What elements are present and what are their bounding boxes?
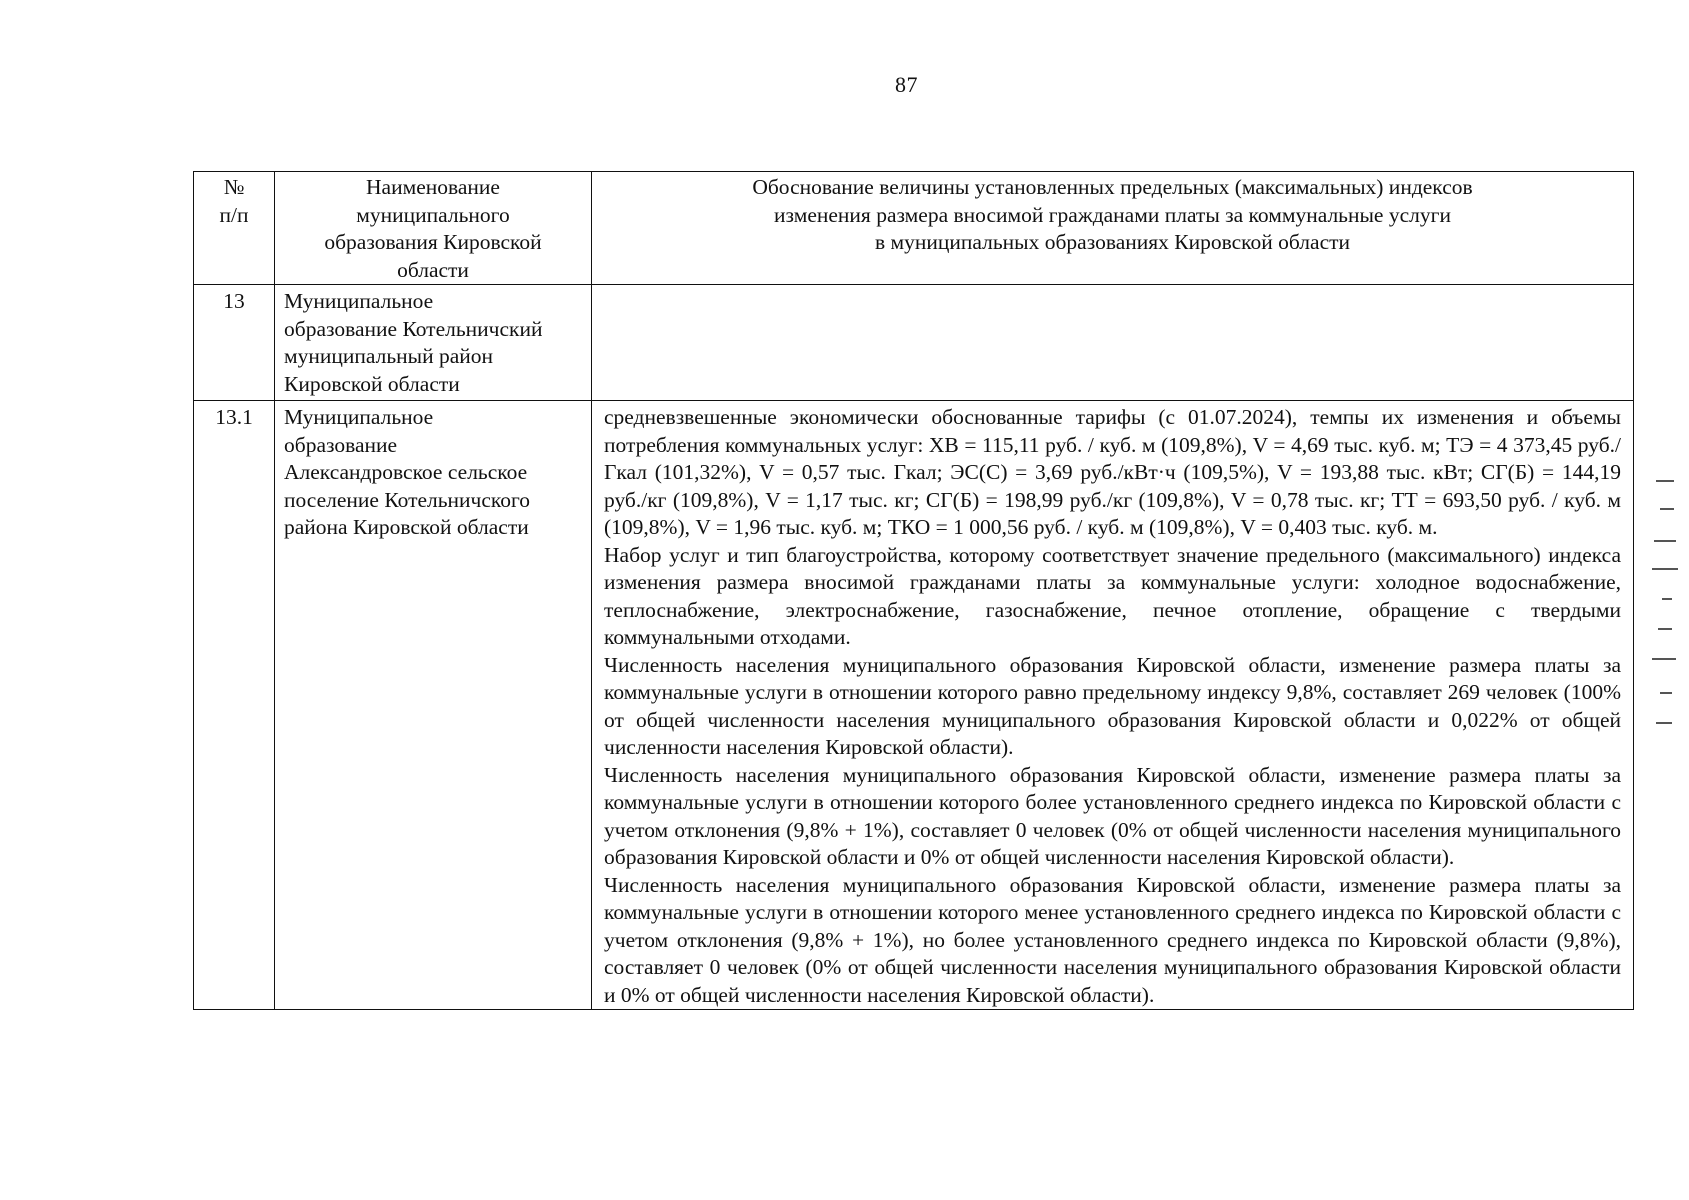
justification-cell <box>592 285 1634 401</box>
page-number: 87 <box>895 72 918 97</box>
justification-paragraph: Численность населения муниципального образования Кировской области, изменение размера платы за коммунальные услуги в отношении которого равно предельному индексу 9,8%, составляет 269 человек (100% от общей численности населения муниципального образования Кировской области и 0,022% от общей численности населения Кировской области). <box>604 652 1621 759</box>
justification-paragraph: Набор услуг и тип благоустройства, которому соответствует значение предельного (максимального) индекса изменения размера вносимой гражданами платы за коммунальные услуги: холодное водоснабжение, теплоснабжение, электроснабжение, газоснабжение, печное отопление, обращение с твердыми коммунальными отходами. <box>604 542 1621 649</box>
justification-paragraph: средневзвешенные экономически обоснованные тарифы (с 01.07.2024), темпы их изменения и объемы потребления коммунальных услуг: ХВ = 115,11 руб. / куб. м (109,8%), V = 4,69 тыс. куб. м; ТЭ = 4 373,45 руб./Гкал (101,32%), V = 0,57 тыс. Гкал; ЭС(С) = 3,69 руб./кВт·ч (109,5%), V = 193,88 тыс. кВт; СГ(Б) = 144,19 руб./кг (109,8%), V = 1,17 тыс. кг; СГ(Б) = 198,99 руб./кг (109,8%), V = 0,78 тыс. кг; ТТ = 693,50 руб. / куб. м (109,8%), V = 1,96 тыс. куб. м; ТКО = 1 000,56 руб. / куб. м (109,8%), V = 0,403 тыс. куб. м. <box>604 405 1621 539</box>
table-header-row <box>194 172 1634 285</box>
table-row <box>194 401 1634 1010</box>
municipality-name: Муниципальное образование Котельничский муниципальный район Кировской области <box>275 285 592 401</box>
justification-paragraph: Численность населения муниципального образования Кировской области, изменение размера платы за коммунальные услуги в отношении которого более установленного среднего индекса по Кировской области с учетом отклонения (9,8% + 1%), составляет 0 человек (0% от общей численности населения муниципального образования Кировской области и 0% от общей численности населения Кировской области). <box>604 762 1621 869</box>
justification-table <box>193 171 1634 1010</box>
row-number: 13.1 <box>194 401 275 1010</box>
justification-paragraph: Численность населения муниципального образования Кировской области, изменение размера платы за коммунальные услуги в отношении которого менее установленного среднего индекса по Кировской области с учетом отклонения (9,8% + 1%), но более установленного среднего индекса по Кировской области (9,8%), составляет 0 человек (0% от общей численности населения муниципального образования Кировской области и 0% от общей численности населения Кировской области). <box>604 872 1621 1007</box>
table-row <box>194 285 1634 401</box>
municipality-name: Муниципальное образование Александровское сельское поселение Котельничского района Кировской области <box>275 401 592 1010</box>
header-number: № п/п <box>194 172 275 285</box>
header-municipality-name: Наименование муниципального образования Кировской области <box>275 172 592 285</box>
justification-cell <box>592 401 1634 1010</box>
scan-margin-marks <box>1648 470 1684 750</box>
row-number: 13 <box>194 285 275 401</box>
header-justification: Обоснование величины установленных предельных (максимальных) индексов изменения размера вносимой гражданами платы за коммунальные услуги в муниципальных образованиях Кировской области <box>592 172 1634 285</box>
